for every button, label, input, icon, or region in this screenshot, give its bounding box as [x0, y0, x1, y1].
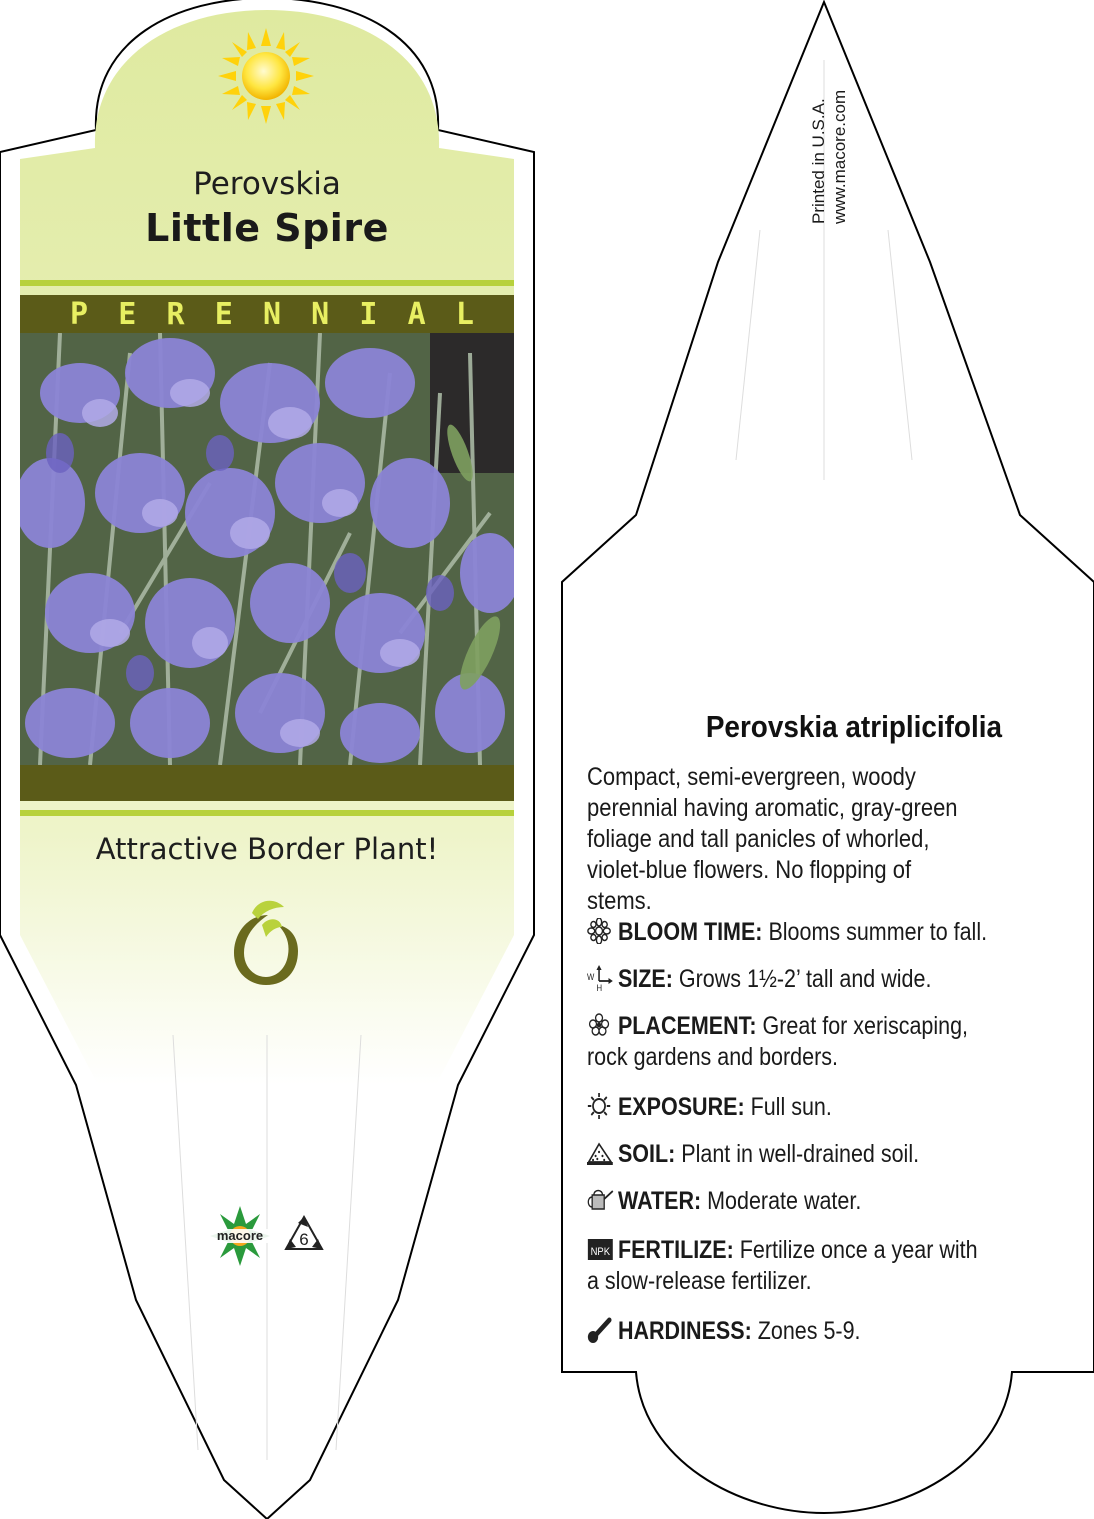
npk-icon-text: NPK: [590, 1246, 611, 1259]
recycle-number: 6: [299, 1230, 309, 1249]
botanical-name: Perovskia atriplicifolia: [705, 709, 1002, 744]
care-text: Full sun.: [744, 1093, 832, 1121]
watering-can-icon: [587, 1187, 615, 1213]
care-item-water: [587, 1186, 991, 1217]
soil-icon: [587, 1140, 615, 1166]
care-label: BLOOM TIME:: [617, 918, 763, 946]
care-item-hardiness: [587, 1316, 991, 1347]
care-text: Blooms summer to fall.: [762, 918, 988, 946]
plant-description: Compact, semi-evergreen, woody perennial having aromatic, gray-green foliage and tall panicles of whorled, violet-blue flowers. No flopping of stems.: [587, 763, 958, 915]
care-text: Great for xeriscaping, rock gardens and borders.: [587, 1012, 969, 1071]
printed-in-text: Printed in U.S.A.: [809, 98, 828, 224]
banner-letter: P: [70, 296, 89, 332]
care-text: Zones 5-9.: [751, 1317, 861, 1345]
care-label: WATER:: [617, 1187, 702, 1215]
printed-info: [802, 62, 850, 232]
banner-letter: A: [407, 296, 426, 332]
thermometer-icon: [587, 1317, 615, 1343]
plant-variety: Little Spire: [145, 206, 389, 250]
banner-letter: R: [166, 296, 185, 332]
care-label: PLACEMENT:: [617, 1012, 757, 1040]
care-label: SIZE:: [617, 965, 673, 993]
size-icon: [587, 965, 615, 991]
care-text: Plant in well-drained soil.: [675, 1140, 920, 1168]
care-label: EXPOSURE:: [617, 1093, 745, 1121]
banner-letter: N: [262, 296, 281, 332]
care-item-exposure: [587, 1092, 991, 1123]
banner-letter: N: [311, 296, 330, 332]
npk-icon: [587, 1236, 615, 1262]
care-text: Moderate water.: [701, 1187, 862, 1215]
care-label: HARDINESS:: [617, 1317, 752, 1345]
care-item-size: [587, 964, 991, 995]
banner-letter: E: [118, 296, 137, 332]
banner-letter: E: [214, 296, 233, 332]
website-text: www.macore.com: [830, 89, 849, 224]
care-text: Fertilize once a year with a slow-release fertilizer.: [587, 1236, 978, 1295]
care-item-placement: [587, 1011, 991, 1073]
care-text: Grows 1½-2’ tall and wide.: [672, 965, 932, 993]
size-icon-h: H: [596, 982, 603, 991]
care-label: FERTILIZE:: [617, 1236, 734, 1264]
flower-icon: [587, 918, 615, 944]
care-item-bloom-time: [587, 917, 991, 948]
macore-logo-text: macore: [216, 1228, 264, 1243]
care-item-fertilize: [587, 1235, 991, 1297]
banner-letter: L: [455, 296, 474, 332]
sun-icon: [587, 1093, 615, 1119]
banner-letter: I: [359, 296, 378, 332]
tagline: Attractive Border Plant!: [95, 832, 439, 866]
size-icon-w: W: [587, 971, 595, 983]
placement-icon: [587, 1012, 615, 1038]
care-item-soil: [587, 1139, 991, 1170]
plant-genus: Perovskia: [193, 166, 341, 202]
care-label: SOIL:: [617, 1140, 676, 1168]
